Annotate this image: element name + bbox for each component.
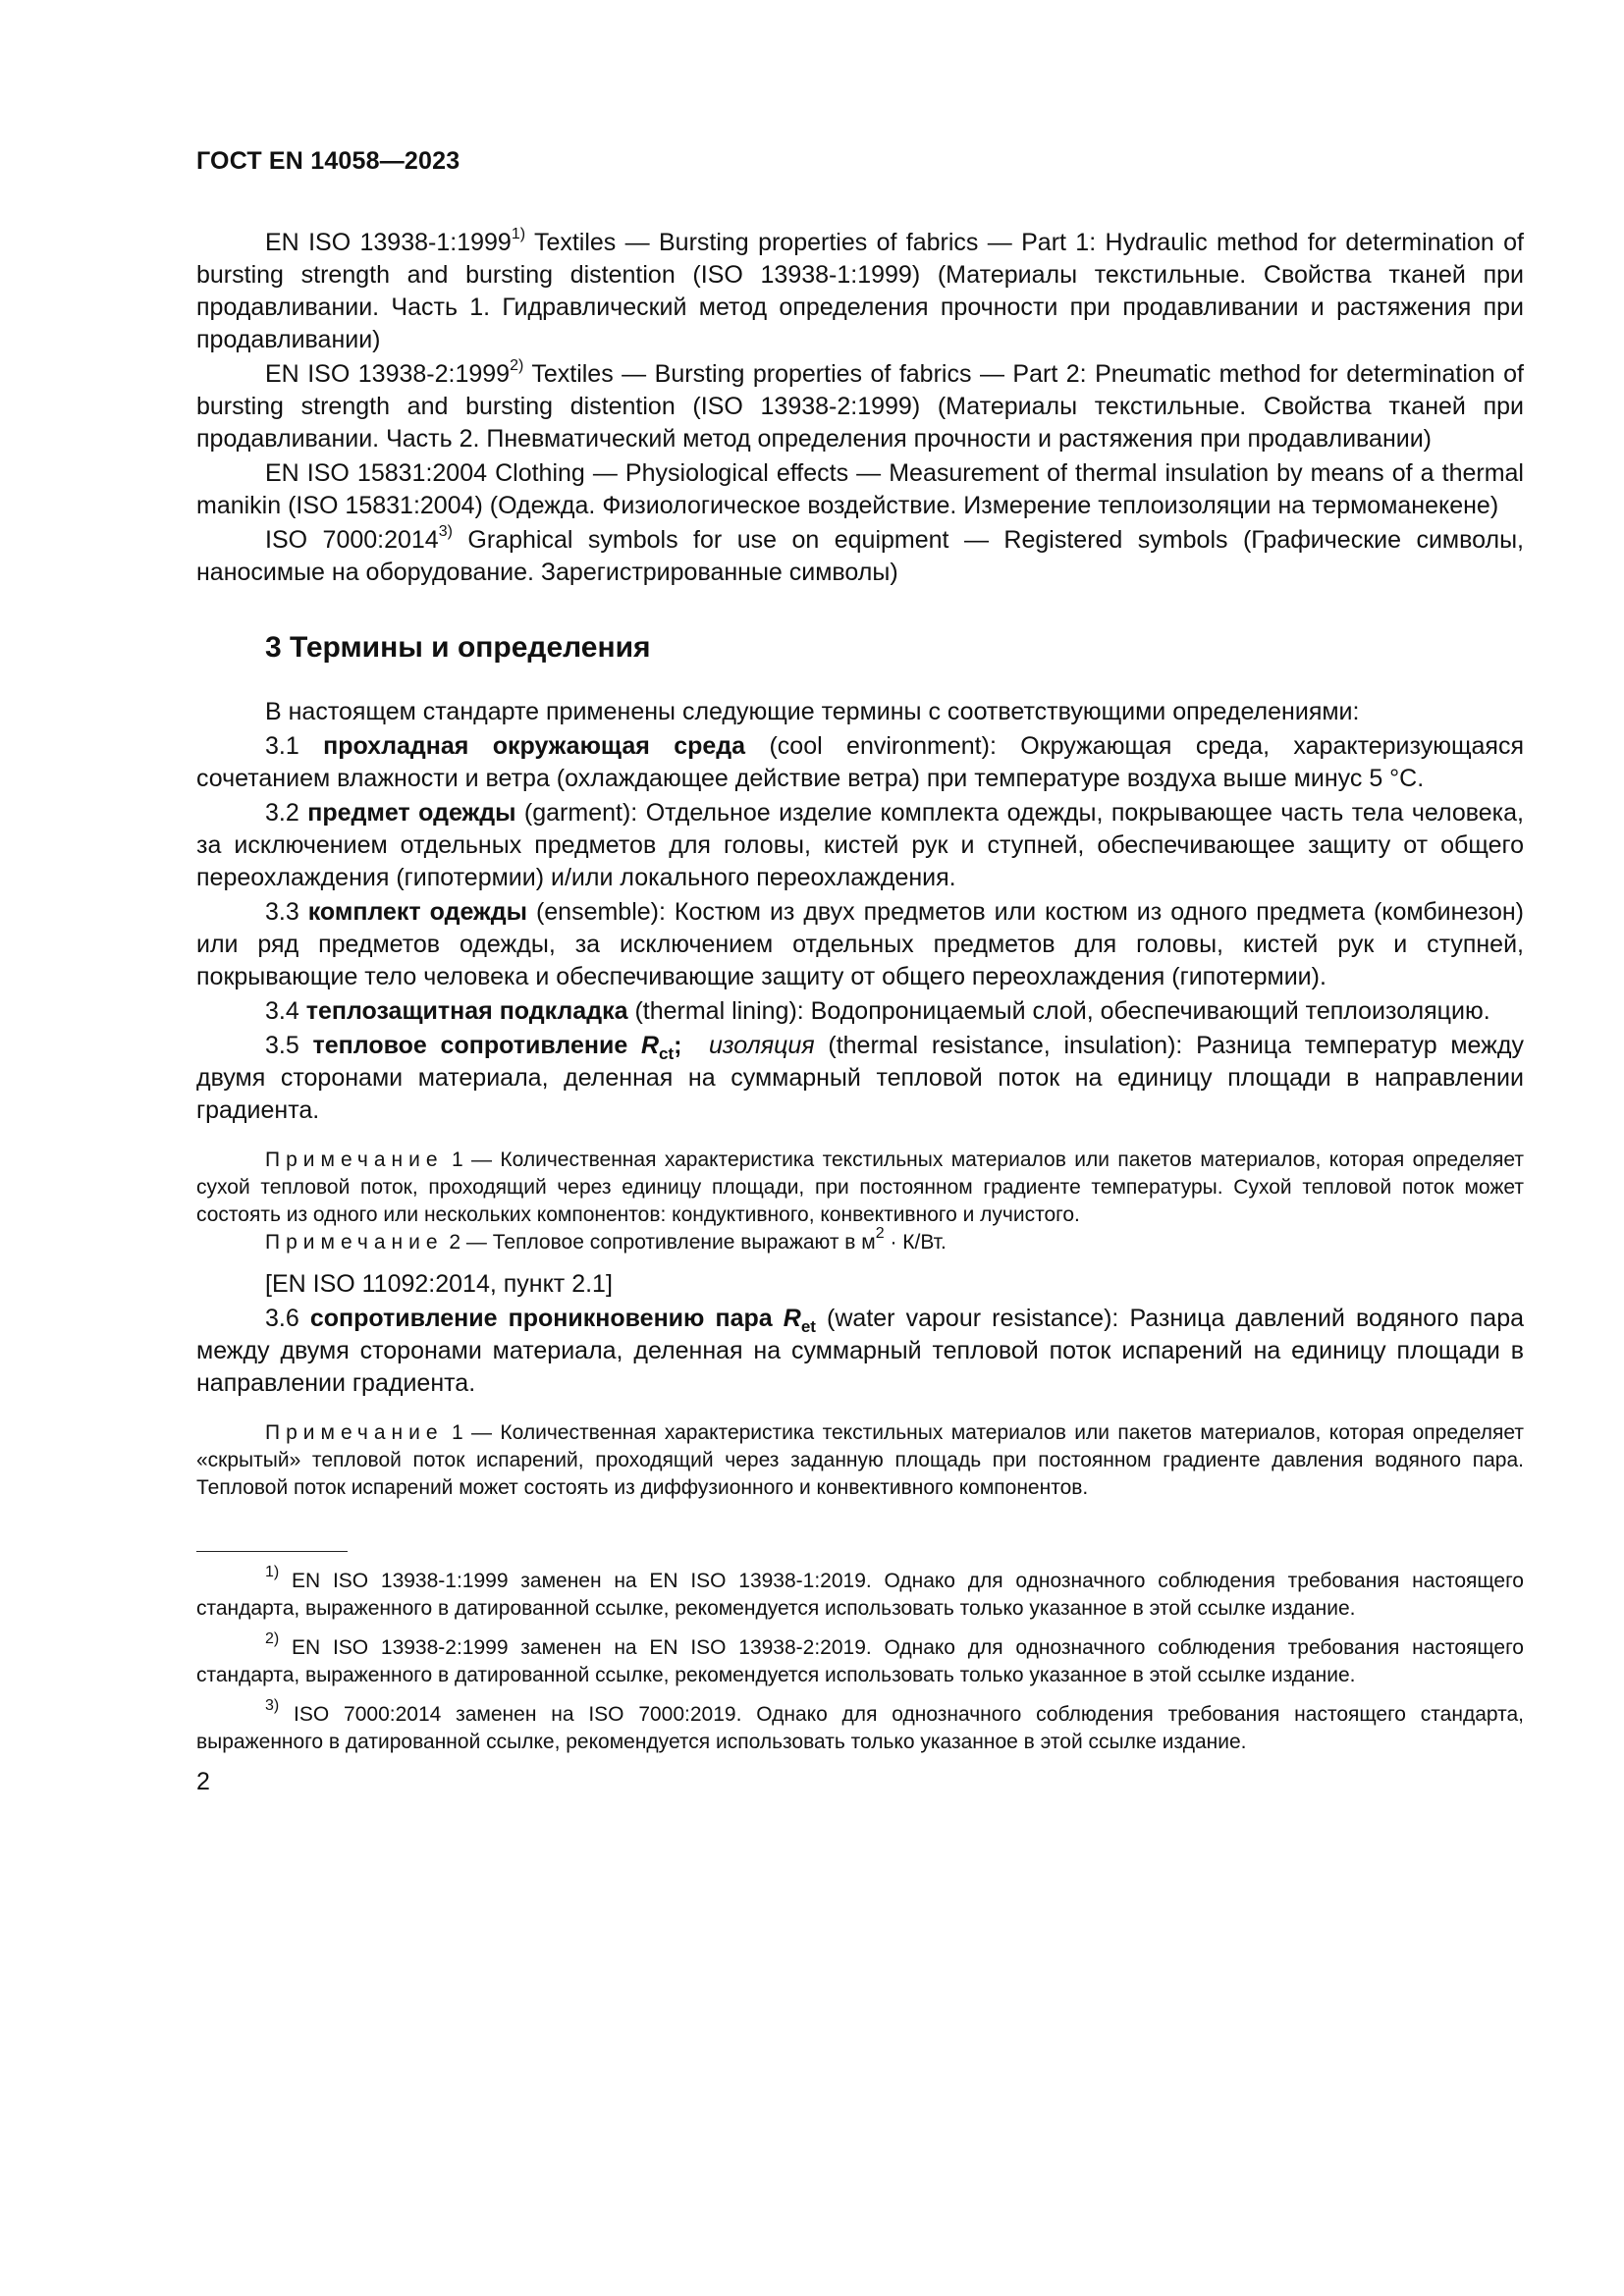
notes-3-6 xyxy=(196,1419,1524,1502)
source-reference: [EN ISO 11092:2014, пункт 2.1] xyxy=(265,1270,613,1298)
footnote: $^{1)}$ EN ISO 13938-1:1999 заменен на EN ISO 13938-1:2019. Однако для однозначного соблюдения требования настоящего стандарта, выраженного в датированной ссылке, рекомендуется использовать только указанное в этой ссылке издание. xyxy=(196,1564,1524,1620)
page-number: 2 xyxy=(196,1768,210,1795)
term-synonym: изоляция xyxy=(709,1032,815,1059)
reference-item: EN ISO 13938-2:1999$^{2)}$ Textiles — Bursting properties of fabrics — Part 2: Pneumatic method for determination of bursting strength and bursting distention (ISO 13938-2:1999) (Материалы текстильные. Свойства тканей при продавливании. Часть 2. Пневматический метод определения прочности и растяжения при продавливании) xyxy=(196,356,1525,453)
term-name: предмет одежды xyxy=(307,799,516,827)
term-symbol-subscript: ct xyxy=(659,1044,675,1063)
term-definition: 3.6 сопротивление проникновению пара $R_{et}$ (water vapour resistance): Разница давлений водяного пара между двумя сторонами материала, деленная на суммарный тепловой поток испарений на единицу площади в направлении градиента. xyxy=(196,1305,1524,1397)
reference-item: EN ISO 15831:2004 Clothing — Physiological effects — Measurement of thermal insulation by means of a thermal manikin (ISO 15831:2004) (Одежда. Физиологическое воздействие. Измерение теплоизоляции на термоманекене) xyxy=(196,459,1524,519)
footnote: $^{2)}$ EN ISO 13938-2:1999 заменен на EN ISO 13938-2:2019. Однако для однозначного соблюдения требования настоящего стандарта, выраженного в датированной ссылке, рекомендуется использовать только указанное в этой ссылке издание. xyxy=(196,1630,1524,1686)
notes-3-5 xyxy=(196,1147,1524,1256)
term-name: сопротивление проникновению пара xyxy=(309,1305,784,1332)
section-title: 3 Термины и определения xyxy=(265,631,651,664)
term-definition: 3.2 предмет одежды (garment): Отдельное изделие комплекта одежды, покрывающее часть тела человека, за исключением отдельных предметов для головы, кистей рук и ступней, обеспечивающее защиту от общего переохлаждения (гипотермии) и/или локального переохлаждения. xyxy=(196,799,1524,891)
note: Примечание 1 — Количественная характеристика текстильных материалов или пакетов материалов, которая определяет «скрытый» тепловой поток испарений, проходящий через заданную площадь при постоянном градиенте давления водяного пара. Тепловой поток испарений может состоять из диффузионного и конвективного компонентов. xyxy=(196,1421,1525,1499)
term-definition: 3.4 теплозащитная подкладка (thermal lining): Водопроницаемый слой, обеспечивающий теплоизоляцию. xyxy=(265,997,1490,1025)
note: Примечание 1 — Количественная характеристика текстильных материалов или пакетов материалов, которая определяет сухой тепловой поток, проходящий через единицу площади, при постоянном градиенте температуры. Сухой тепловой поток может состоять из одного или нескольких компонентов: кондуктивного, конвективного и лучистого. xyxy=(196,1148,1525,1226)
term-name: прохладная окружающая среда xyxy=(323,732,746,760)
footnote-marker: 2) xyxy=(510,356,524,374)
document-page xyxy=(196,147,1524,1796)
term-name: комплект одежды xyxy=(307,898,527,926)
term-symbol: R xyxy=(640,1032,660,1059)
reference-item: EN ISO 13938-1:1999$^{1)}$ Textiles — Bursting properties of fabrics — Part 1: Hydraulic method for determination of bursting strength and bursting distention (ISO 13938-1:1999) (Материалы текстильные. Свойства тканей при продавливании. Часть 1. Гидравлический метод определения прочности при продавливании и растяжения при продавливании) xyxy=(196,225,1524,353)
document-header: ГОСТ EN 14058—2023 xyxy=(196,147,460,175)
footnote-marker: 1) xyxy=(511,225,526,242)
section-intro: В настоящем стандарте применены следующие термины с соответствующими определениями: xyxy=(265,698,1360,725)
note: Примечание 2 — Тепловое сопротивление выражают в $м^2 \cdot К/Вт$. xyxy=(265,1225,947,1254)
term-symbol: R xyxy=(783,1305,801,1332)
term-definition: 3.5 тепловое сопротивление $R_{ct}$; изоляция (thermal resistance, insulation): Разница температур между двумя сторонами материала, деленная на суммарный тепловой поток на единицу площади в направлении градиента. xyxy=(196,1032,1524,1124)
term-definition: 3.3 комплект одежды (ensemble): Костюм из двух предметов или костюм из одного предмета (комбинезон) или ряд предметов одежды, за исключением отдельных предметов для головы, кистей рук и ступней, покрывающие тело человека и обеспечивающие защиту от общего переохлаждения (гипотермии). xyxy=(196,898,1524,990)
term-definition: 3.1 прохладная окружающая среда (cool environment): Окружающая среда, характеризующаяся сочетанием влажности и ветра (охлаждающее действие ветра) при температуре воздуха выше минус 5 °С. xyxy=(196,732,1525,792)
term-symbol-subscript: et xyxy=(800,1317,816,1336)
term-name: теплозащитная подкладка xyxy=(305,997,628,1025)
footnote-separator xyxy=(196,1551,348,1552)
footnote-marker: 3) xyxy=(438,522,453,540)
term-name: тепловое сопротивление xyxy=(312,1032,641,1059)
reference-item: ISO 7000:2014$^{3)}$ Graphical symbols for use on equipment — Registered symbols (Графические символы, наносимые на оборудование. Зарегистрированные символы) xyxy=(196,522,1524,586)
footnote: $^{3)}$ ISO 7000:2014 заменен на ISO 7000:2019. Однако для однозначного соблюдения требования настоящего стандарта, выраженного в датированной ссылке, рекомендуется использовать только указанное в этой ссылке издание. xyxy=(196,1697,1524,1753)
